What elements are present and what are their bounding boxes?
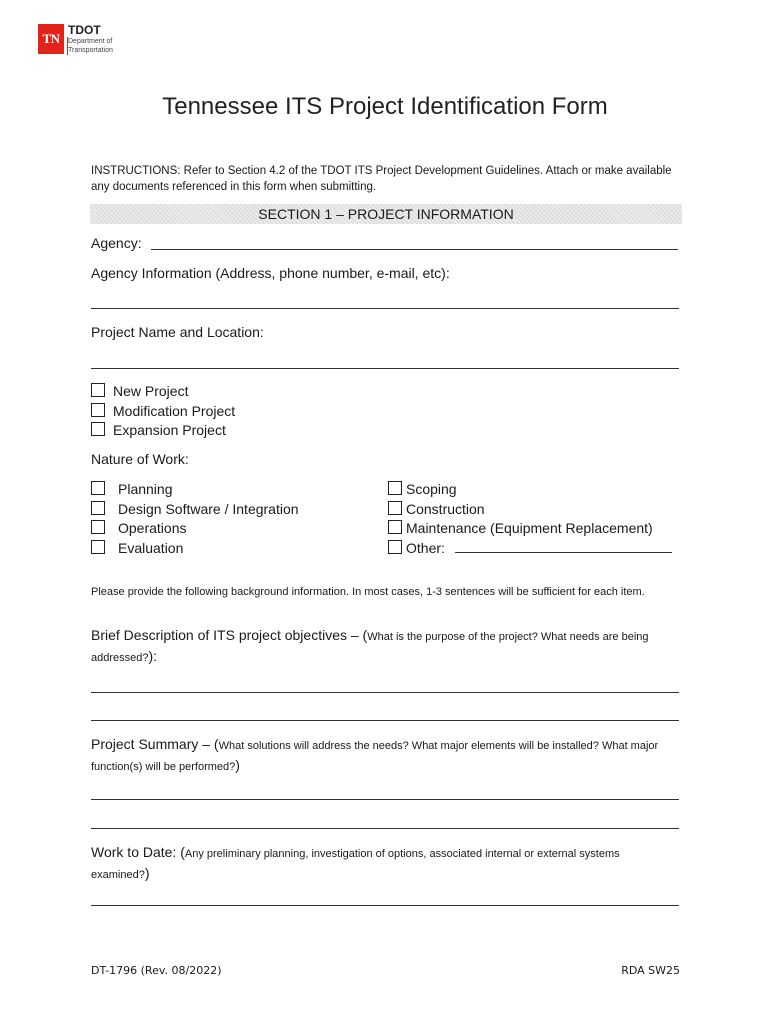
checkbox[interactable] [388,520,402,534]
nature-right-list [388,481,653,559]
nature-construction[interactable]: Construction [388,501,653,521]
project-type-modification[interactable]: Modification Project [91,403,235,423]
q2-answer-line-1[interactable] [91,799,679,800]
agency-field[interactable] [151,249,678,250]
checkbox[interactable] [388,501,402,515]
q2-prompt: Project Summary – (What solutions will address the needs? What major elements will be installed? What major function(s) will be performed?) [91,736,659,773]
nature-evaluation[interactable]: Evaluation [91,540,299,560]
checkbox[interactable] [91,383,105,397]
tdot-logo [38,24,118,64]
checkbox[interactable] [388,540,402,554]
logo-subtitle-2: Transportation [68,47,113,54]
agency-info-label: Agency Information (Address, phone number, e-mail, etc): [91,265,450,281]
checkbox[interactable] [91,520,105,534]
q3-answer-line-1[interactable] [91,905,679,906]
q1-prompt: Brief Description of ITS project objectives – (What is the purpose of the project? What needs are being addressed?): [91,627,649,664]
nature-other[interactable]: Other: [388,540,653,560]
nature-design-software[interactable]: Design Software / Integration [91,501,299,521]
project-type-expansion[interactable]: Expansion Project [91,422,235,442]
checkbox[interactable] [91,540,105,554]
background-note: Please provide the following background information. In most cases, 1-3 sentences will be sufficient for each item. [91,586,645,598]
logo-subtitle-1: Department of [68,38,113,45]
agency-label: Agency: [91,235,142,251]
q1-answer-line-2[interactable] [91,720,679,721]
form-number: DT-1796 (Rev. 08/2022) [91,964,222,977]
project-type-new[interactable]: New Project [91,383,235,403]
checkbox[interactable] [91,481,105,495]
agency-info-field[interactable] [91,308,679,309]
project-name-label: Project Name and Location: [91,324,264,340]
checkbox[interactable] [91,403,105,417]
tn-logo-mark: TN [38,24,64,54]
checkbox[interactable] [91,422,105,436]
other-field[interactable] [455,552,672,553]
nature-operations[interactable]: Operations [91,520,299,540]
nature-of-work-label: Nature of Work: [91,451,189,467]
instructions-text: INSTRUCTIONS: Refer to Section 4.2 of the TDOT ITS Project Development Guidelines. Attach or make available any documents referenced in this form when submitting. [91,165,672,193]
checkbox[interactable] [91,501,105,515]
section-1-header: SECTION 1 – PROJECT INFORMATION [90,204,682,224]
project-type-list [91,383,235,442]
page-title: Tennessee ITS Project Identification Form [162,93,608,120]
q1-answer-line-1[interactable] [91,692,679,693]
project-name-field[interactable] [91,368,679,369]
form-code: RDA SW25 [621,964,680,977]
nature-planning[interactable]: Planning [91,481,299,501]
q3-prompt: Work to Date: (Any preliminary planning, investigation of options, associated internal or external systems examined?) [91,844,620,881]
nature-left-list [91,481,299,559]
logo-tdot-text: TDOT [68,23,101,37]
nature-maintenance[interactable]: Maintenance (Equipment Replacement) [388,520,653,540]
nature-scoping[interactable]: Scoping [388,481,653,501]
q2-answer-line-2[interactable] [91,828,679,829]
checkbox[interactable] [388,481,402,495]
